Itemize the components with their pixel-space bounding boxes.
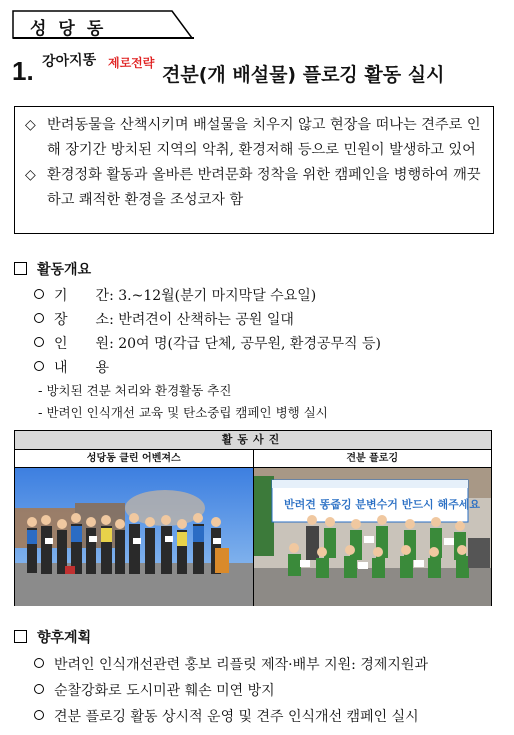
overview-item: 기 간: 3.~12월(분기 마지막달 수요일) (34, 285, 316, 305)
overview-subitem: - 반려인 인식개선 교육 및 탄소중립 캠페인 병행 실시 (38, 405, 328, 420)
circle-bullet-icon (34, 337, 44, 347)
heading-title: 견분(개 배설물) 플로깅 활동 실시 (162, 64, 445, 86)
overview-value: 20여 명(각급 단체, 공무원, 환경공무직 등) (118, 336, 381, 352)
summary-text: 환경정화 활동과 올바른 반려문화 정착을 위한 캠페인을 병행하여 깨끗하고 쾌적한 환경을 조성코자 함 (47, 167, 481, 208)
photo-plogging (254, 468, 492, 606)
overview-key: 내 용 (54, 360, 110, 376)
photo-caption: 견분 플로깅 (346, 453, 399, 464)
overview-key: 인 원 (54, 336, 110, 352)
diamond-icon: ◇ (25, 167, 36, 183)
circle-bullet-icon (34, 313, 44, 323)
overview-key: 장 소 (54, 312, 110, 328)
checkbox-square-icon (14, 262, 27, 275)
overview-item: 장 소: 반려견이 산책하는 공원 일대 (34, 309, 294, 329)
overview-section-title: 활동개요 (14, 259, 91, 279)
photo-table-header: 활동사진 (15, 431, 491, 450)
overview-key: 기 간 (54, 288, 110, 304)
future-item: 견분 플로깅 활동 상시적 운영 및 견주 인식개선 캠페인 실시 (34, 706, 419, 726)
checkbox-square-icon (14, 630, 27, 643)
heading-tag-zero: 제로전략 (108, 56, 155, 70)
summary-line (25, 113, 483, 163)
photo-caption: 성당동 클린 어벤져스 (15, 450, 254, 467)
circle-bullet-icon (34, 684, 44, 694)
overview-item: 인 원: 20여 명(각급 단체, 공무원, 환경공무직 등) (34, 333, 381, 353)
photo-table (14, 430, 492, 606)
overview-subitem: - 방치된 견분 처리와 환경활동 추진 (38, 383, 232, 398)
section-tab-label: 성당동 (30, 19, 116, 39)
section-tab (12, 10, 192, 38)
summary-text: 반려동물을 산책시키며 배설물을 치우지 않고 현장을 떠나는 견주로 인해 장기간 방치된 지역의 악취, 환경저해 등으로 민원이 발생하고 있어 (47, 117, 481, 158)
item-heading (12, 50, 502, 94)
circle-bullet-icon (34, 658, 44, 668)
future-item: 반려인 인식개선관련 홍보 리플릿 제작·배부 지원: 경제지원과 (34, 654, 428, 674)
overview-value: 반려견이 산책하는 공원 일대 (118, 312, 294, 328)
circle-bullet-icon (34, 289, 44, 299)
circle-bullet-icon (34, 710, 44, 720)
overview-item (34, 357, 109, 377)
future-section-title: 향후계획 (14, 627, 91, 647)
summary-line (25, 163, 483, 213)
banner-text: 반려견 똥줍깅 분변수거 반드시 해주세요 (283, 498, 480, 511)
summary-box (14, 106, 494, 234)
overview-value: 3.~12월(분기 마지막달 수요일) (118, 288, 317, 304)
photo-clean-avengers (15, 468, 254, 606)
diamond-icon: ◇ (25, 117, 36, 133)
circle-bullet-icon (34, 361, 44, 371)
future-item: 순찰강화로 도시미관 훼손 미연 방지 (34, 680, 275, 700)
heading-number: 1. (12, 56, 34, 86)
heading-tag-puppy: 강아지똥 (41, 52, 97, 70)
